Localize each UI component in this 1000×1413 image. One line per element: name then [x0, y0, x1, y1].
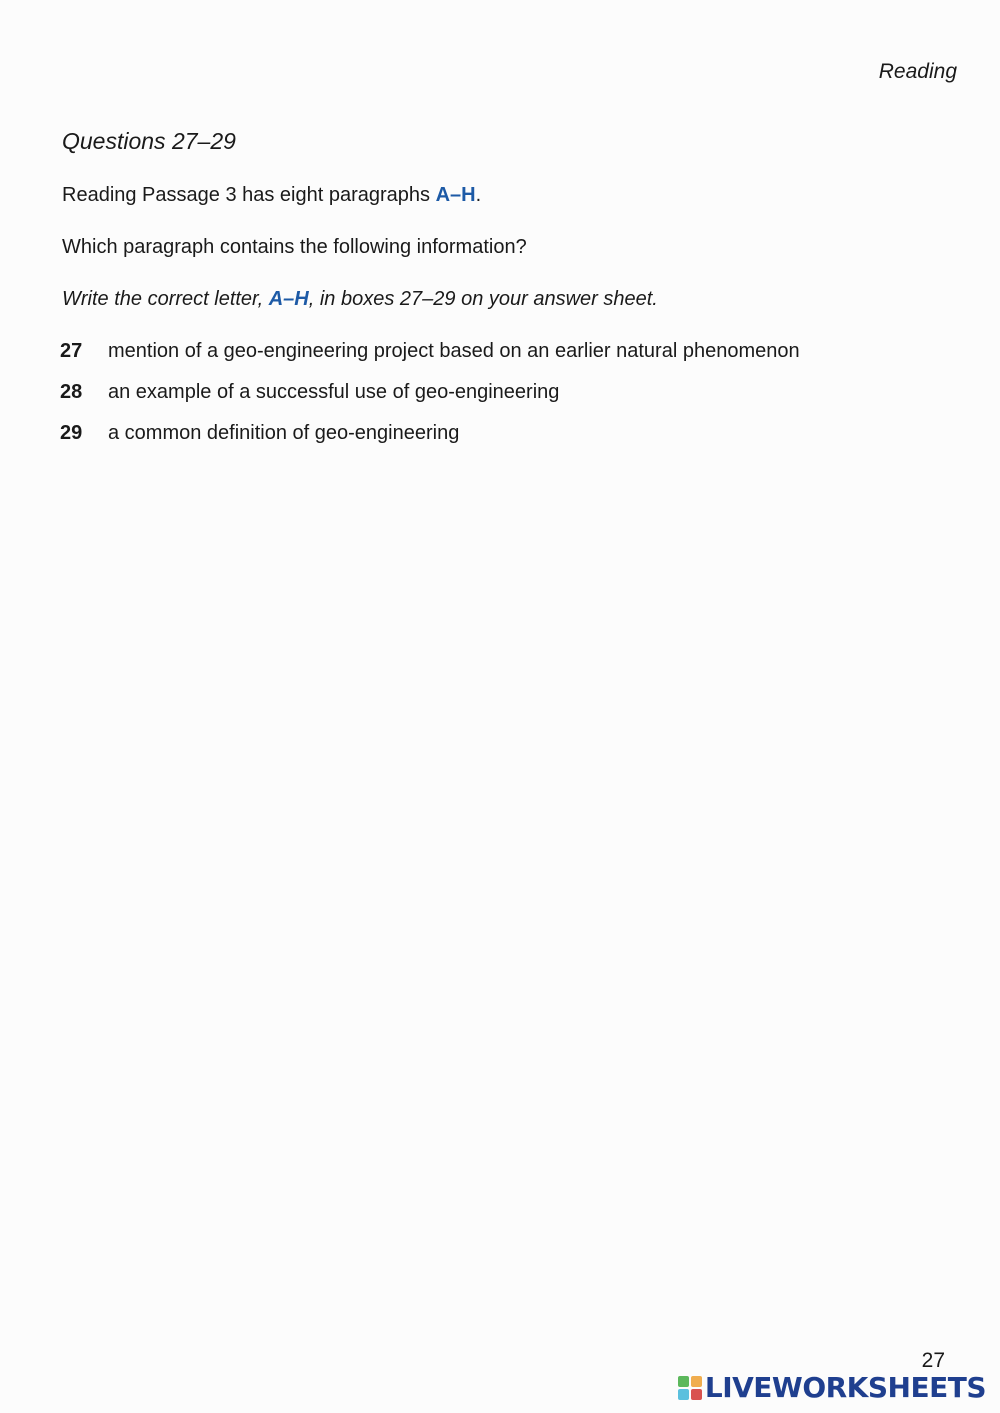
question-item — [60, 422, 459, 445]
page-number: 27 — [921, 1349, 945, 1372]
question-number: 28 — [60, 381, 83, 403]
intro-before: Reading Passage 3 has eight paragraphs — [62, 184, 436, 206]
instruction-range: A–H — [268, 288, 309, 310]
logo-square-1 — [678, 1376, 689, 1387]
question-item — [60, 340, 800, 363]
liveworksheets-brand — [678, 1371, 986, 1404]
instruction-text — [62, 288, 658, 311]
brand-text: LIVEWORKSHEETS — [704, 1371, 986, 1404]
logo-square-3 — [678, 1389, 689, 1400]
question-text: a common definition of geo-engineering — [108, 422, 460, 444]
intro-text — [62, 184, 481, 207]
liveworksheets-logo-icon — [678, 1376, 702, 1400]
logo-square-2 — [691, 1376, 702, 1387]
question-text: an example of a successful use of geo-engineering — [108, 381, 560, 403]
question-text: mention of a geo-engineering project based on an earlier natural phenomenon — [108, 340, 800, 362]
instruction-after: , in boxes 27–29 on your answer sheet. — [308, 288, 658, 310]
questions-heading: Questions 27–29 — [62, 128, 236, 154]
question-item — [60, 381, 559, 404]
question-number: 27 — [60, 340, 83, 362]
intro-after: . — [475, 184, 482, 206]
instruction-before: Write the correct letter, — [62, 288, 269, 310]
prompt-text: Which paragraph contains the following information? — [62, 236, 527, 258]
question-number: 29 — [60, 422, 83, 444]
section-label: Reading — [878, 60, 957, 83]
intro-range: A–H — [435, 184, 476, 206]
logo-square-4 — [691, 1389, 702, 1400]
